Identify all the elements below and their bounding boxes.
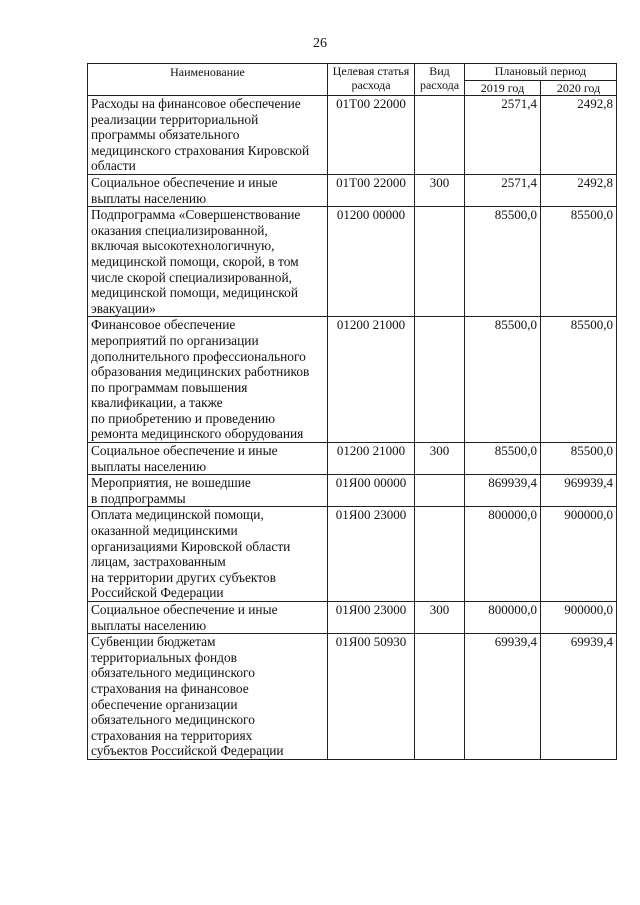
row-value-2020: 900000,0: [541, 507, 617, 602]
table-row: [88, 507, 617, 602]
row-name: Социальное обеспечение и иные выплаты населению: [88, 602, 328, 634]
page-number: 26: [313, 36, 327, 51]
header-year-2020: 2020 год: [541, 81, 617, 96]
budget-table: [87, 63, 617, 760]
row-code: 01Я00 23000: [328, 507, 415, 602]
row-value-2019: 2571,4: [465, 174, 541, 206]
row-value-2019: 85500,0: [465, 443, 541, 475]
row-name: Оплата медицинской помощи, оказанной медицинскими организациями Кировской области лицам, застрахованным на территории других субъектов Российской Федерации: [88, 507, 328, 602]
row-value-2019: 85500,0: [465, 317, 541, 443]
table-header-row: [88, 64, 617, 81]
row-value-2019: 69939,4: [465, 634, 541, 760]
row-value-2019: 800000,0: [465, 507, 541, 602]
row-code: 01Я00 50930: [328, 634, 415, 760]
row-code: 01200 00000: [328, 207, 415, 317]
row-code: 01Я00 23000: [328, 602, 415, 634]
row-value-2020: 969939,4: [541, 475, 617, 507]
table-row: [88, 174, 617, 206]
row-value-2020: 2492,8: [541, 174, 617, 206]
table-row: [88, 96, 617, 175]
row-value-2019: 869939,4: [465, 475, 541, 507]
row-code: 01200 21000: [328, 443, 415, 475]
row-value-2020: 85500,0: [541, 317, 617, 443]
row-code: 01200 21000: [328, 317, 415, 443]
row-name: Финансовое обеспечение мероприятий по организации дополнительного профессионального образования медицинских работников по программам повышения квалификации, а также по приобретению и проведению ремонта медицинского оборудования: [88, 317, 328, 443]
row-type: 300: [415, 602, 465, 634]
row-name: Подпрограмма «Совершенствование оказания специализированной, включая высокотехнологичную, медицинской помощи, скорой, в том числе скорой специализированной, медицинской помощи, медицинской эвакуации»: [88, 207, 328, 317]
row-name: Расходы на финансовое обеспечение реализации территориальной программы обязательного медицинского страхования Кировской области: [88, 96, 328, 175]
row-value-2019: 2571,4: [465, 96, 541, 175]
row-type: [415, 475, 465, 507]
header-name: Наименование: [88, 64, 328, 96]
row-type: [415, 507, 465, 602]
table-row: [88, 317, 617, 443]
header-code: Целевая статья расхода: [328, 64, 415, 96]
row-value-2020: 2492,8: [541, 96, 617, 175]
table-row: [88, 634, 617, 760]
row-code: 01Т00 22000: [328, 174, 415, 206]
row-value-2019: 800000,0: [465, 602, 541, 634]
row-value-2020: 85500,0: [541, 443, 617, 475]
row-type: 300: [415, 174, 465, 206]
row-type: [415, 207, 465, 317]
row-type: [415, 317, 465, 443]
table-row: [88, 602, 617, 634]
table-row: [88, 475, 617, 507]
row-type: [415, 96, 465, 175]
row-value-2020: 900000,0: [541, 602, 617, 634]
header-period: Плановый период: [465, 64, 617, 81]
row-code: 01Я00 00000: [328, 475, 415, 507]
table-row: [88, 443, 617, 475]
row-value-2020: 69939,4: [541, 634, 617, 760]
header-type: Вид расхода: [415, 64, 465, 96]
row-name: Социальное обеспечение и иные выплаты населению: [88, 443, 328, 475]
row-type: [415, 634, 465, 760]
row-value-2019: 85500,0: [465, 207, 541, 317]
row-type: 300: [415, 443, 465, 475]
row-name: Субвенции бюджетам территориальных фондов обязательного медицинского страхования на финансовое обеспечение организации обязательного медицинского страхования на территориях субъектов Российской Федерации: [88, 634, 328, 760]
row-code: 01Т00 22000: [328, 96, 415, 175]
table-row: [88, 207, 617, 317]
row-name: Мероприятия, не вошедшие в подпрограммы: [88, 475, 328, 507]
row-value-2020: 85500,0: [541, 207, 617, 317]
row-name: Социальное обеспечение и иные выплаты населению: [88, 174, 328, 206]
header-year-2019: 2019 год: [465, 81, 541, 96]
